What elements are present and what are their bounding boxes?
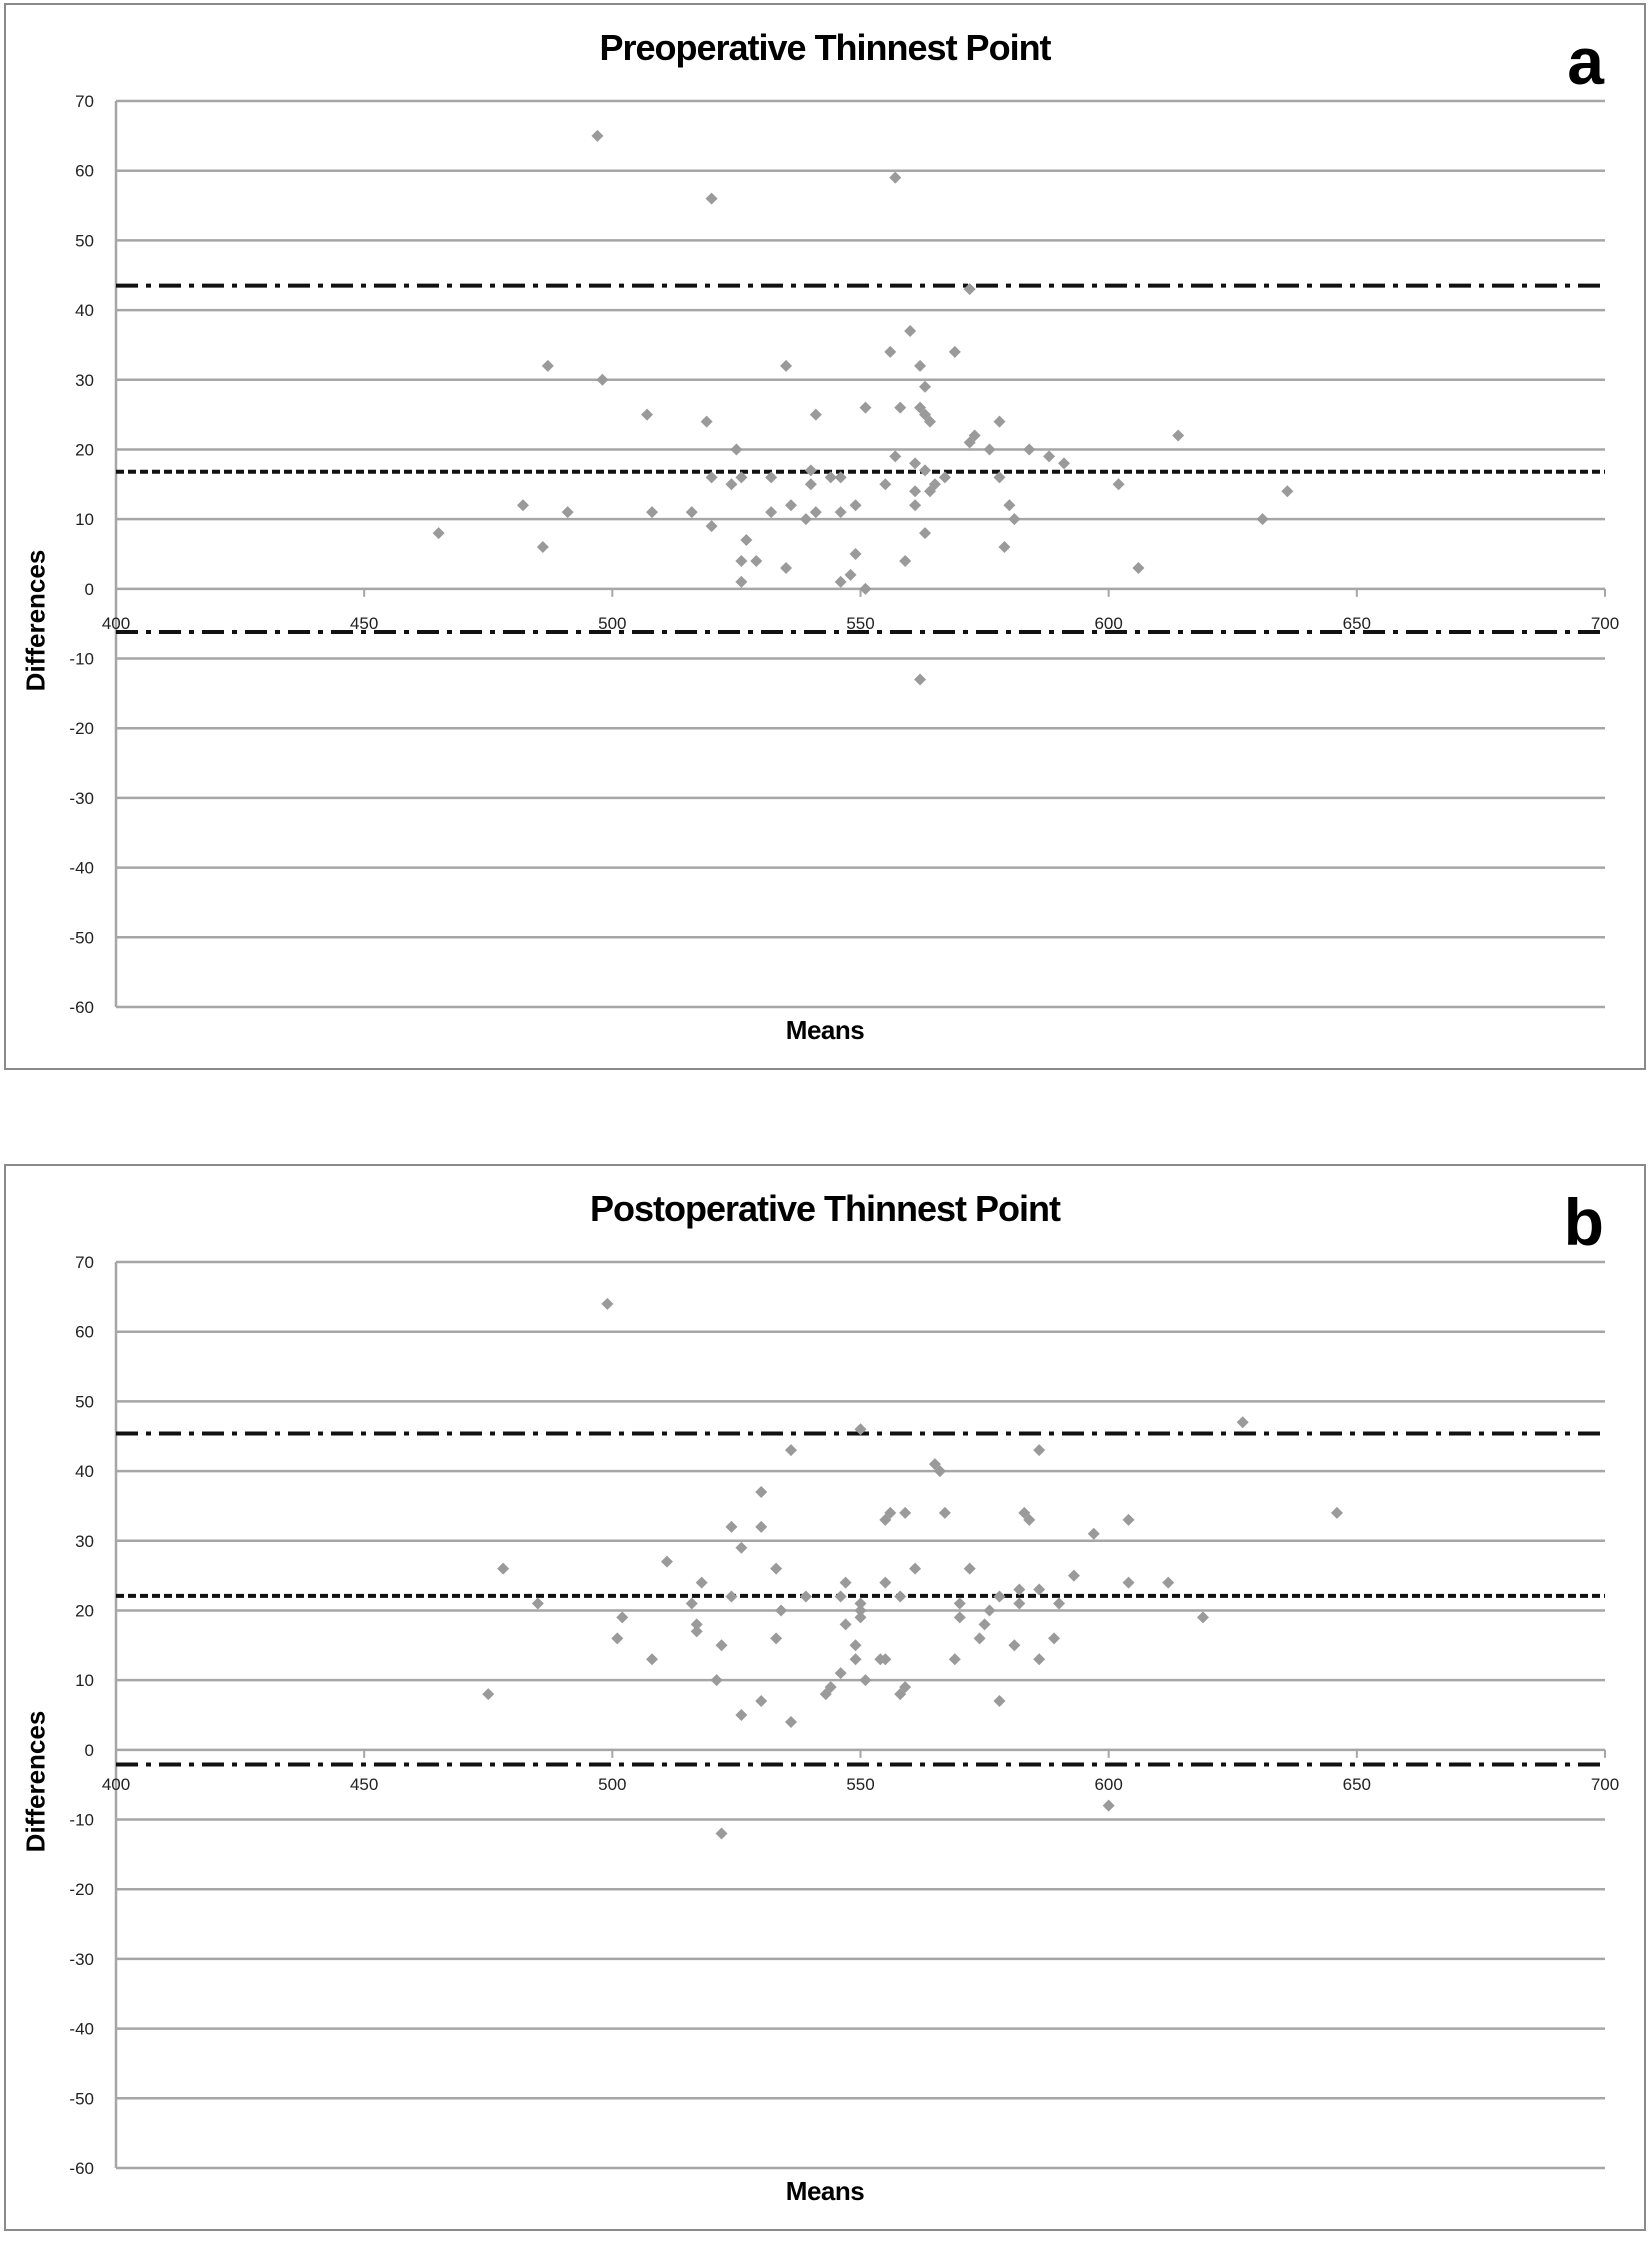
y-tick-label: -20 [69,1880,94,1900]
data-point [706,193,718,205]
x-tick-label: 450 [349,613,379,633]
y-tick-label: 40 [75,301,94,321]
data-point [805,478,817,490]
data-point [894,1591,906,1603]
x-tick-label: 550 [846,1774,875,1794]
data-point [984,1604,996,1616]
data-point [939,1507,951,1519]
data-point [701,416,713,428]
data-point [974,1632,986,1644]
data-point [914,360,926,372]
data-point [780,360,792,372]
y-tick-label: 20 [75,1601,94,1621]
data-point [1013,1584,1025,1596]
data-point [1003,499,1015,511]
data-point [909,457,921,469]
y-tick-label: 10 [75,510,94,530]
data-point [879,1577,891,1589]
data-point [810,506,822,518]
data-point [1058,457,1070,469]
data-point [1132,562,1144,574]
data-point [1033,1584,1045,1596]
y-tick-label: 0 [84,579,94,599]
x-tick-label: 400 [101,1774,131,1794]
data-point [735,1709,747,1721]
data-point [899,555,911,567]
data-point [998,541,1010,553]
data-point [716,1639,728,1651]
x-tick-label: 650 [1342,1774,1372,1794]
data-point [835,1591,847,1603]
data-point [716,1827,728,1839]
data-point [537,541,549,553]
data-point [993,1695,1005,1707]
data-point [850,499,862,511]
data-point [949,1653,961,1665]
data-point [1123,1514,1135,1526]
data-point [740,534,752,546]
data-point [984,443,996,455]
data-point [919,464,931,476]
y-tick-label: 60 [75,161,94,181]
data-point [750,555,762,567]
data-point [591,130,603,142]
data-point [686,1597,698,1609]
data-point [616,1611,628,1623]
data-point [706,520,718,532]
y-tick-label: 70 [75,92,94,111]
y-tick-label: -30 [69,1949,94,1969]
data-point [993,416,1005,428]
y-tick-label: -60 [69,998,94,1017]
data-point [532,1597,544,1609]
chart-panel-a [4,3,1646,1070]
y-tick-label: -20 [69,719,94,739]
data-point [661,1556,673,1568]
data-point [840,1618,852,1630]
data-point [770,1632,782,1644]
data-point [730,443,742,455]
data-point [1008,513,1020,525]
data-point [775,1604,787,1616]
data-point [1257,513,1269,525]
y-tick-label: -40 [69,858,94,878]
data-point [562,506,574,518]
data-point [850,1653,862,1665]
data-point [800,513,812,525]
y-tick-label: -10 [69,1810,94,1830]
data-point [601,1298,613,1310]
y-tick-label: 20 [75,440,94,460]
y-tick-label: -40 [69,2019,94,2039]
data-point [735,576,747,588]
chart-title: Preoperative Thinnest Point [599,27,1051,68]
y-tick-label: -60 [69,2159,94,2178]
data-point [979,1618,991,1630]
data-point [835,1667,847,1679]
x-tick-label: 600 [1094,1774,1123,1794]
data-point [855,1611,867,1623]
y-tick-label: 10 [75,1671,94,1691]
data-point [810,409,822,421]
chart-panel-b [4,1164,1646,2231]
y-tick-label: 40 [75,1462,94,1482]
data-point [725,478,737,490]
data-point [785,1716,797,1728]
data-point [1197,1611,1209,1623]
x-tick-label: 700 [1590,613,1620,633]
data-point [889,450,901,462]
data-point [835,506,847,518]
data-point [919,381,931,393]
y-tick-label: 30 [75,370,94,390]
data-point [1068,1570,1080,1582]
y-axis-label: Differences [20,549,51,692]
data-point [840,1577,852,1589]
data-point [1013,1597,1025,1609]
data-point [859,402,871,414]
data-point [1237,1416,1249,1428]
data-point [884,346,896,358]
data-point [696,1577,708,1589]
data-point [919,527,931,539]
data-point [755,1486,767,1498]
x-tick-label: 600 [1094,613,1123,633]
data-point [482,1688,494,1700]
data-point [770,1563,782,1575]
data-point [1172,430,1184,442]
data-point [894,402,906,414]
data-point [1103,1800,1115,1812]
y-axis-label: Differences [20,1710,51,1853]
y-tick-label: 30 [75,1531,94,1551]
data-point [735,1542,747,1554]
data-point [993,1591,1005,1603]
data-point [1023,443,1035,455]
data-point [914,673,926,685]
data-point [596,374,608,386]
data-point [1123,1577,1135,1589]
data-point [859,1674,871,1686]
data-point [909,485,921,497]
data-point [879,478,891,490]
data-point [1053,1597,1065,1609]
data-point [904,325,916,337]
x-tick-label: 650 [1342,613,1372,633]
data-point [646,506,658,518]
panel-letter: b [1563,1185,1604,1259]
y-tick-label: 0 [84,1740,94,1760]
chart-title: Postoperative Thinnest Point [589,1188,1061,1229]
y-tick-label: -30 [69,788,94,808]
y-tick-label: 70 [75,1253,94,1272]
scatter-plot-b [6,1166,1644,2229]
data-point [954,1597,966,1609]
y-tick-label: 50 [75,1392,94,1412]
x-tick-label: 500 [598,613,627,633]
data-point [611,1632,623,1644]
data-point [711,1674,723,1686]
x-tick-label: 450 [349,1774,379,1794]
y-tick-label: -10 [69,649,94,669]
scatter-plot-a [6,5,1644,1068]
x-axis-label: Means [785,2176,865,2206]
data-point [949,346,961,358]
data-point [845,569,857,581]
y-tick-label: 60 [75,1322,94,1342]
y-tick-label: -50 [69,928,94,948]
data-point [542,360,554,372]
data-point [800,1591,812,1603]
data-point [835,576,847,588]
data-point [780,562,792,574]
data-point [755,1521,767,1533]
data-point [641,409,653,421]
y-tick-label: -50 [69,2089,94,2109]
data-point [1088,1528,1100,1540]
panel-letter: a [1567,24,1604,98]
data-point [1033,1653,1045,1665]
data-point [755,1695,767,1707]
data-point [517,499,529,511]
data-point [725,1521,737,1533]
data-point [850,1639,862,1651]
data-point [1113,478,1125,490]
data-point [1033,1444,1045,1456]
data-point [646,1653,658,1665]
data-point [1008,1639,1020,1651]
data-point [1048,1632,1060,1644]
data-point [1331,1507,1343,1519]
data-point [899,1507,911,1519]
y-tick-label: 50 [75,231,94,251]
data-point [785,1444,797,1456]
data-point [433,527,445,539]
data-point [1281,485,1293,497]
data-point [805,464,817,476]
data-point [889,172,901,184]
data-point [1043,450,1055,462]
data-point [909,1563,921,1575]
x-tick-label: 700 [1590,1774,1620,1794]
x-tick-label: 400 [101,613,131,633]
x-axis-label: Means [785,1015,865,1045]
data-point [964,1563,976,1575]
data-point [909,499,921,511]
x-tick-label: 550 [846,613,875,633]
data-point [1162,1577,1174,1589]
data-point [735,555,747,567]
data-point [497,1563,509,1575]
data-point [686,506,698,518]
data-point [850,548,862,560]
data-point [954,1611,966,1623]
data-point [765,506,777,518]
data-point [725,1591,737,1603]
data-point [691,1625,703,1637]
data-point [785,499,797,511]
x-tick-label: 500 [598,1774,627,1794]
